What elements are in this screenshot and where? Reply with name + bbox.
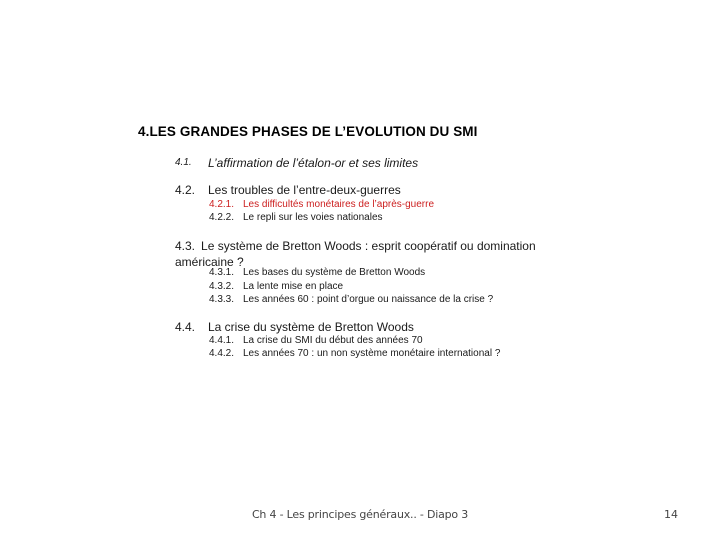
subitem-label: Les difficultés monétaires de l’après-guerre (243, 199, 435, 210)
subitem-label: La lente mise en place (243, 281, 344, 292)
section-label: Le système de Bretton Woods : esprit coopératif ou domination américaine ? (175, 239, 536, 269)
subitem-number: 4.3.3. (209, 294, 235, 305)
subitem-number: 4.3.2. (209, 281, 235, 292)
slide-title: 4.LES GRANDES PHASES DE L’EVOLUTION DU SMI (138, 124, 478, 139)
subitem-label: Les bases du système de Bretton Woods (243, 267, 426, 278)
section-number: 4.3. (175, 239, 196, 253)
section-number: 4.1. (175, 157, 192, 168)
section-number: 4.2. (175, 183, 196, 197)
slide-footer: Ch 4 - Les principes généraux.. - Diapo 3 (251, 508, 469, 521)
section-number: 4.4. (175, 320, 196, 334)
page-number: 14 (664, 508, 678, 521)
section-4-3 (175, 238, 555, 270)
subitem-number: 4.2.1. (209, 199, 235, 210)
subitem-label: Les années 60 : point d’orgue ou naissance de la crise ? (243, 294, 494, 305)
subitem-number: 4.4.1. (209, 335, 235, 346)
subitem-label: Les années 70 : un non système monétaire international ? (243, 348, 501, 359)
subitem-number: 4.4.2. (209, 348, 235, 359)
subitem-label: La crise du SMI du début des années 70 (243, 335, 423, 346)
section-label: L’affirmation de l’étalon-or et ses limites (208, 156, 419, 170)
subitem-number: 4.3.1. (209, 267, 235, 278)
subitem-label: Le repli sur les voies nationales (243, 212, 383, 223)
subitem-number: 4.2.2. (209, 212, 235, 223)
section-label: Les troubles de l’entre-deux-guerres (208, 183, 401, 197)
section-label: La crise du système de Bretton Woods (208, 320, 414, 334)
